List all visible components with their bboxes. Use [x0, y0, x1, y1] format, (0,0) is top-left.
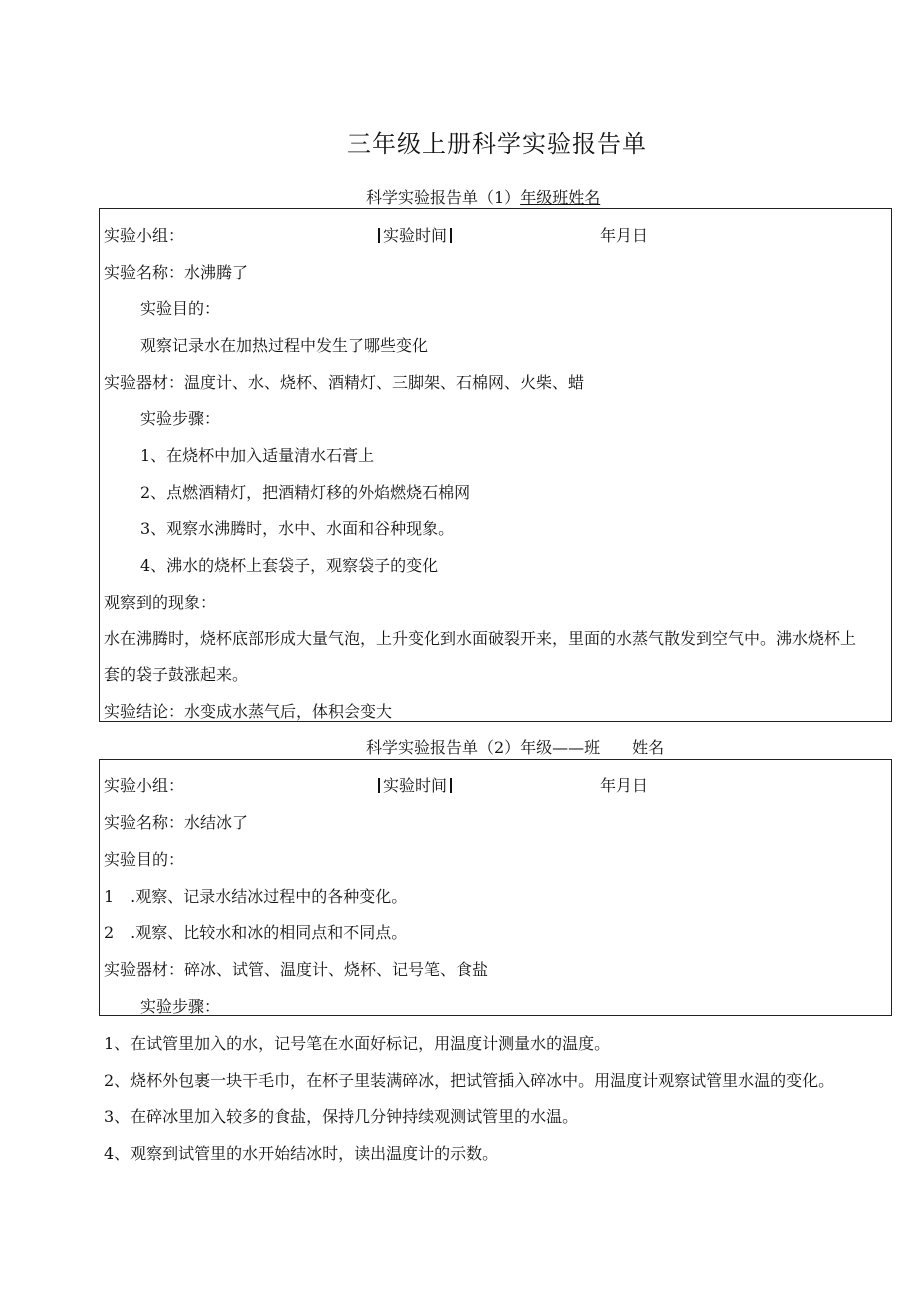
page-title: 三年级上册科学实验报告单: [347, 130, 647, 158]
report2-name-line: 实验名称：水结冰了: [104, 813, 249, 832]
report1-purpose-text: 观察记录水在加热过程中发生了哪些变化: [140, 336, 429, 355]
report1-purpose-label: 实验目的：: [140, 299, 221, 318]
report1-time-field: [375, 223, 455, 246]
report2-date-label: 年月日: [600, 776, 649, 795]
report1-conclusion: 实验结论：水变成水蒸气后，体积会变大: [104, 702, 393, 721]
report1-step-3: 3、观察水沸腾时，水中、水面和谷种现象。: [140, 519, 455, 538]
report2-header: 科学实验报告单（2）年级——班 姓名: [366, 738, 665, 757]
report1-header-suffix: 年级班姓名: [520, 188, 601, 207]
report2-purpose-item-1: 1 .观察、记录水结冰过程中的各种变化。: [104, 887, 408, 906]
report2-group-label: 实验小组：: [104, 776, 185, 795]
report1-phenomenon-line2: 套的袋子鼓涨起来。: [104, 665, 249, 684]
report1-materials: 实验器材：温度计、水、烧杯、酒精灯、三脚架、石棉网、火柴、蜡: [104, 373, 585, 392]
report1-phenomenon-label: 观察到的现象：: [104, 593, 217, 612]
report2-step-1: 1、在试管里加入的水，记号笔在水面好标记，用温度计测量水的温度。: [104, 1034, 611, 1053]
report2-purpose-item-2: 2 .观察、比较水和冰的相同点和不同点。: [104, 923, 408, 942]
report2-steps-label: 实验步骤：: [140, 997, 221, 1016]
report1-phenomenon-line1: 水在沸腾时，烧杯底部形成大量气泡，上升变化到水面破裂开来，里面的水蒸气散发到空气中。沸水烧杯上: [104, 629, 857, 648]
report2-step-4: 4、观察到试管里的水开始结冰时，读出温度计的示数。: [104, 1144, 499, 1163]
report1-header: [366, 185, 600, 208]
report2-step-3: 3、在碎冰里加入较多的食盐，保持几分钟持续观测试管里的水温。: [104, 1107, 579, 1126]
report1-group-label: 实验小组：: [104, 226, 185, 245]
report1-date-label: 年月日: [600, 226, 649, 245]
report1-time-label: 实验时间: [383, 226, 448, 245]
report1-step-1: 1、在烧杯中加入适量清水石膏上: [140, 446, 375, 465]
report2-step-2: 2、烧杯外包裹一块干毛巾，在杯子里装满碎冰，把试管插入碎冰中。用温度计观察试管里水温的变化。: [104, 1071, 835, 1090]
report2-time-label: 实验时间: [383, 776, 448, 795]
report1-step-2: 2、点燃酒精灯，把酒精灯移的外焰燃烧石棉网: [140, 483, 471, 502]
report1-steps-label: 实验步骤：: [140, 409, 221, 428]
divider-bar: [450, 778, 452, 793]
report2-time-field: [375, 773, 455, 796]
report1-name-line: 实验名称：水沸腾了: [104, 263, 249, 282]
divider-bar: [378, 778, 380, 793]
divider-bar: [450, 228, 452, 243]
report1-header-prefix: 科学实验报告单（1）: [366, 188, 521, 207]
report1-step-4: 4、沸水的烧杯上套袋子，观察袋子的变化: [140, 556, 439, 575]
divider-bar: [378, 228, 380, 243]
report2-purpose-label: 实验目的：: [104, 850, 185, 869]
report2-materials: 实验器材：碎冰、试管、温度计、烧杯、记号笔、食盐: [104, 960, 489, 979]
